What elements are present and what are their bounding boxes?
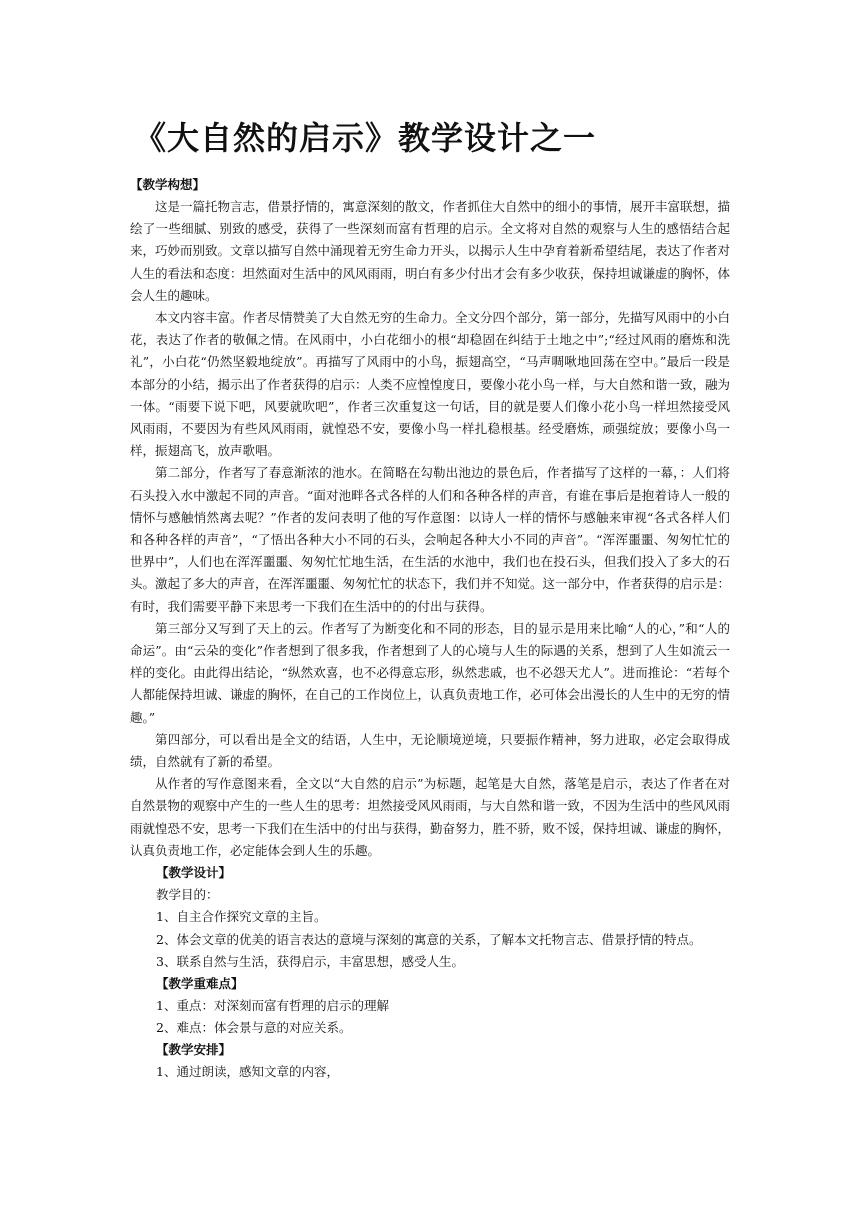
concept-paragraph-5: 第四部分，可以看出是全文的结语，人生中，无论顺境逆境，只要振作精神，努力进取，必定会取得成绩，自然就有了新的希望。	[130, 731, 730, 770]
plan-item-1: 1、通过朗读，感知文章的内容，	[156, 1064, 339, 1080]
section-heading-key-points: 【教学重难点】	[156, 975, 244, 991]
section-heading-plan: 【教学安排】	[156, 1042, 232, 1058]
concept-paragraph-6: 从作者的写作意图来看，全文以“大自然的启示”为标题，起笔是大自然，落笔是启示，表达了作者在对自然景物的观察中产生的一些人生的思考：坦然接受风风雨雨，与大自然和谐一致，不因为生活中的些风风雨雨就惶恐不安，思考一下我们在生活中的付出与获得，勤奋努力，胜不骄，败不馁，保持坦诚、谦虚的胸怀，认真负责地工作，必定能体会到人生的乐趣。	[130, 776, 731, 858]
key-item-1: 1、重点：对深刻而富有哲理的启示的理解	[156, 997, 389, 1013]
key-item-2: 2、难点：体会景与意的对应关系。	[156, 1020, 352, 1036]
page-title: 《大自然的启示》教学设计之一	[134, 119, 597, 157]
design-item-3: 3、联系自然与生活，获得启示，丰富思想，感受人生。	[156, 953, 464, 969]
document-page	[130, 118, 730, 1084]
design-item-2: 2、体会文章的优美的语言表达的意境与深刻的寓意的关系，了解本文托物言志、借景抒情的特点。	[156, 931, 702, 947]
concept-paragraph-4: 第三部分又写到了天上的云。作者写了为断变化和不同的形态，目的显示是用来比喻“人的心，”和“人的命运”。由“云朵的变化”作者想到了很多我，作者想到了人的心境与人生的际遇的关系，想到了人生如流云一样的变化。由此得出结论，“纵然欢喜，也不必得意忘形，纵然悲戚，也不必怨天尤人”。进而推论：“若每个人都能保持坦诚、谦虚的胸怀，在自己的工作岗位上，认真负责地工作，必可体会出漫长的人生中的无穷的情趣。”	[130, 620, 731, 725]
concept-paragraph-2: 本文内容丰富。作者尽情赞美了大自然无穷的生命力。全文分四个部分，第一部分，先描写风雨中的小白花，表达了作者的敬佩之情。在风雨中，小白花细小的根“却稳固在纠结于土地之中”;“经过风雨的磨炼和洗礼”，小白花“仍然坚毅地绽放”。再描写了风雨中的小鸟，振翅高空，“马声啁啾地回荡在空中。”最后一段是本部分的小结，揭示出了作者获得的启示：人类不应惶惶度日，要像小花小鸟一样，与大自然和谐一致，融为一体。“雨要下说下吧，风要就吹吧”，作者三次重复这一句话，目的就是要人们像小花小鸟一样坦然接受风风雨雨，不要因为有些风风雨雨，就惶恐不安，要像小鸟一样扎稳根基。经受磨炼，顽强绽放；要像小鸟一样，振翅高飞，放声歌唱。	[130, 310, 731, 459]
concept-paragraph-1: 这是一篇托物言志，借景抒情的，寓意深刻的散文，作者抓住大自然中的细小的事情，展开丰富联想，描绘了一些细腻、别致的感受，获得了一些深刻而富有哲理的启示。全文将对自然的观察与人生的感悟结合起来，巧妙而别致。文章以描写自然中涌现着无穷生命力开头，以揭示人生中孕育着新希望结尾，表达了作者对人生的看法和态度：坦然面对生活中的风风雨雨，明白有多少付出才会有多少收获，保持坦诚谦虚的胸怀，体会人生的趣味。	[130, 199, 731, 303]
section-heading-design: 【教学设计】	[156, 865, 232, 881]
design-intro: 教学目的：	[156, 887, 219, 903]
concept-paragraph-3: 第二部分，作者写了春意渐浓的池水。在简略在勾勒出池边的景色后，作者描写了这样的一幕，：人们将石头投入水中激起不同的声音。“面对池畔各式各样的人们和各种各样的声音，有谁在事后是抱着诗人一般的情怀与感触悄然离去呢？”作者的发问表明了他的写作意图：以诗人一样的情怀与感触来审视“各式各样人们和各种各样的声音”，“了悟出各种大小不同的石头，会响起各种大小不同的声音”。“浑浑噩噩、匆匆忙忙的世界中”，人们也在浑浑噩噩、匆匆忙忙地生活，在生活的水池中，我们也在投石头，但我们投入了多大的石头。激起了多大的声音，在浑浑噩噩、匆匆忙忙的状态下，我们并不知觉。这一部分中，作者获得的启示是：有时，我们需要平静下来思考一下我们在生活中的的付出与获得。	[130, 465, 731, 614]
section-heading-concept: 【教学构想】	[130, 177, 206, 192]
design-item-1: 1、自主合作探究文章的主旨。	[156, 909, 327, 925]
